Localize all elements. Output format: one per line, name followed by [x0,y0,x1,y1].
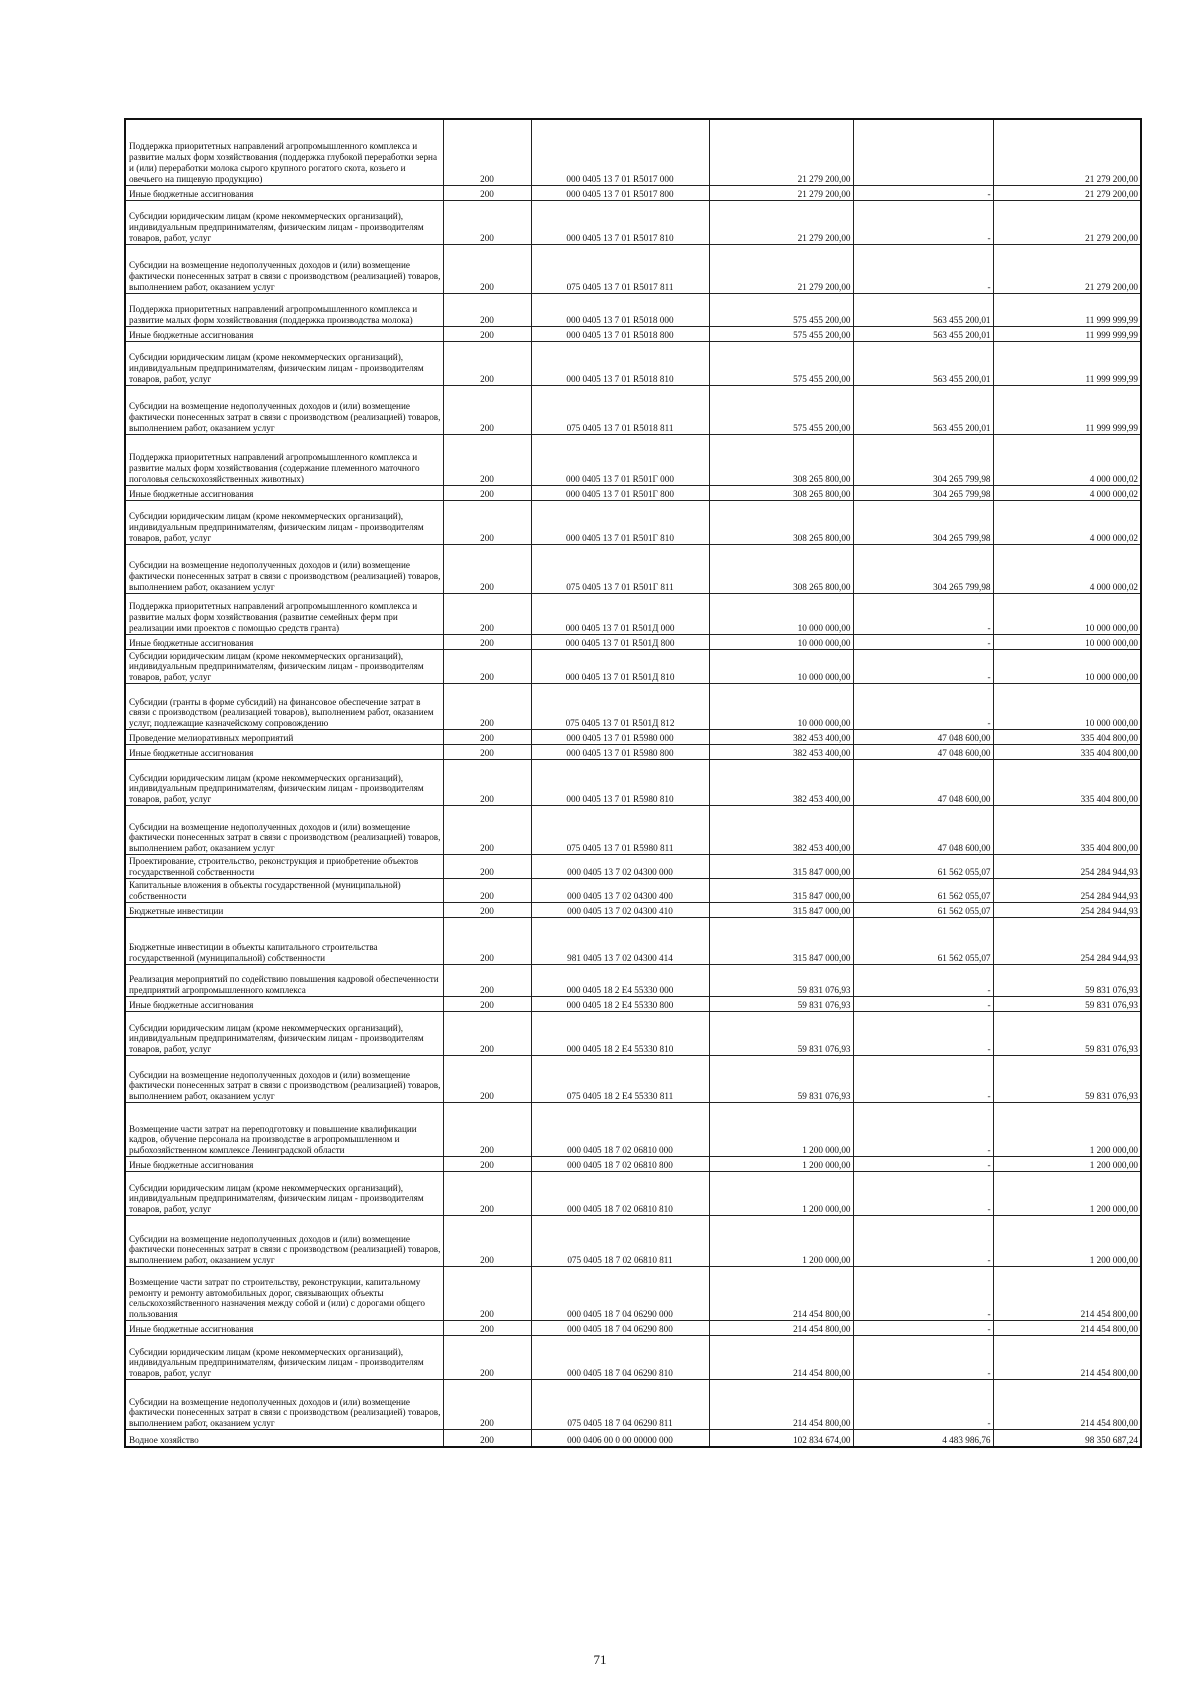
row-code: 200 [443,434,531,485]
row-executed-amount: 563 455 200,01 [853,293,993,326]
row-executed-amount: 304 265 799,98 [853,485,993,500]
table-row [125,760,1141,806]
row-classification-code: 000 0405 13 7 01 R5980 000 [531,730,709,745]
row-approved-amount: 308 265 800,00 [709,485,853,500]
table-row [125,684,1141,730]
row-code: 200 [443,293,531,326]
row-code: 200 [443,855,531,879]
row-remaining-amount: 59 831 076,93 [993,1012,1141,1056]
row-executed-amount: - [853,1056,993,1103]
table-row [125,434,1141,485]
row-remaining-amount: 214 454 800,00 [993,1336,1141,1380]
row-executed-amount: - [853,1336,993,1380]
row-code: 200 [443,997,531,1012]
row-name: Субсидии на возмещение недополученных доходов и (или) возмещение фактически понесенных затрат в связи с производством (реализацией) товаров, выполнением работ, оказанием услуг [125,244,443,293]
table-row [125,903,1141,918]
row-executed-amount: 563 455 200,01 [853,341,993,385]
row-code: 200 [443,1172,531,1216]
row-remaining-amount: 254 284 944,93 [993,879,1141,903]
row-code: 200 [443,544,531,593]
row-classification-code: 000 0405 18 7 04 06290 800 [531,1321,709,1336]
row-classification-code: 000 0405 13 7 01 R501Г 000 [531,434,709,485]
row-approved-amount: 1 200 000,00 [709,1172,853,1216]
row-code: 200 [443,1321,531,1336]
table-row [125,997,1141,1012]
row-classification-code: 000 0405 18 2 Е4 55330 800 [531,997,709,1012]
row-name: Иные бюджетные ассигнования [125,326,443,341]
row-remaining-amount: 4 000 000,02 [993,485,1141,500]
row-executed-amount: - [853,185,993,200]
row-executed-amount: 61 562 055,07 [853,903,993,918]
row-classification-code: 000 0405 13 7 01 R501Г 800 [531,485,709,500]
table-row [125,1216,1141,1267]
row-classification-code: 000 0405 13 7 01 R5017 810 [531,200,709,244]
row-code: 200 [443,1267,531,1321]
row-remaining-amount: 254 284 944,93 [993,855,1141,879]
row-approved-amount: 21 279 200,00 [709,244,853,293]
row-classification-code: 000 0405 18 7 02 06810 800 [531,1157,709,1172]
row-classification-code: 000 0405 13 7 02 04300 000 [531,855,709,879]
row-code: 200 [443,879,531,903]
row-classification-code: 075 0405 13 7 01 R5980 811 [531,806,709,855]
row-approved-amount: 575 455 200,00 [709,341,853,385]
row-code: 200 [443,684,531,730]
row-name: Водное хозяйство [125,1430,443,1447]
row-name: Субсидии юридическим лицам (кроме некоммерческих организаций), индивидуальным предпринимателям, физическим лицам - производителям товаров, работ, услуг [125,500,443,544]
row-name: Возмещение части затрат по строительству, реконструкции, капитальному ремонту и ремонту автомобильных дорог, связывающих объекты сельскохозяйственного назначения между собой и (или) с дорогами общего пользования [125,1267,443,1321]
row-approved-amount: 575 455 200,00 [709,293,853,326]
row-classification-code: 000 0405 18 7 04 06290 810 [531,1336,709,1380]
row-approved-amount: 10 000 000,00 [709,684,853,730]
table-row [125,806,1141,855]
row-code: 200 [443,1103,531,1157]
row-approved-amount: 315 847 000,00 [709,855,853,879]
table-row [125,634,1141,649]
row-remaining-amount: 11 999 999,99 [993,385,1141,434]
row-classification-code: 000 0405 13 7 01 R5980 800 [531,745,709,760]
table-row [125,385,1141,434]
row-executed-amount: - [853,1012,993,1056]
row-name: Иные бюджетные ассигнования [125,634,443,649]
table-row [125,730,1141,745]
row-code: 200 [443,119,531,185]
row-remaining-amount: 335 404 800,00 [993,760,1141,806]
row-name: Субсидии юридическим лицам (кроме некоммерческих организаций), индивидуальным предпринимателям, физическим лицам - производителям товаров, работ, услуг [125,649,443,684]
row-approved-amount: 315 847 000,00 [709,903,853,918]
row-executed-amount: 47 048 600,00 [853,745,993,760]
row-name: Поддержка приоритетных направлений агропромышленного комплекса и развитие малых форм хозяйствования (развитие семейных ферм при реализации ими проектов с помощью средств гранта) [125,593,443,634]
row-approved-amount: 102 834 674,00 [709,1430,853,1447]
row-remaining-amount: 254 284 944,93 [993,903,1141,918]
row-approved-amount: 59 831 076,93 [709,1056,853,1103]
row-classification-code: 000 0405 13 7 01 R501Д 000 [531,593,709,634]
row-code: 200 [443,903,531,918]
row-remaining-amount: 11 999 999,99 [993,293,1141,326]
table-row [125,1321,1141,1336]
row-name: Иные бюджетные ассигнования [125,997,443,1012]
row-code: 200 [443,326,531,341]
row-remaining-amount: 4 000 000,02 [993,434,1141,485]
row-executed-amount: 47 048 600,00 [853,806,993,855]
row-code: 200 [443,649,531,684]
row-code: 200 [443,593,531,634]
row-remaining-amount: 59 831 076,93 [993,997,1141,1012]
row-code: 200 [443,634,531,649]
table-row [125,244,1141,293]
row-approved-amount: 214 454 800,00 [709,1336,853,1380]
row-name: Субсидии (гранты в форме субсидий) на финансовое обеспечение затрат в связи с производством (реализацией товаров), выполнением работ, оказанием услуг, подлежащие казначейскому сопровождению [125,684,443,730]
row-classification-code: 000 0405 13 7 01 R5018 000 [531,293,709,326]
row-name: Иные бюджетные ассигнования [125,745,443,760]
row-remaining-amount: 59 831 076,93 [993,1056,1141,1103]
row-code: 200 [443,200,531,244]
row-name: Субсидии юридическим лицам (кроме некоммерческих организаций), индивидуальным предпринимателям, физическим лицам - производителям товаров, работ, услуг [125,760,443,806]
row-approved-amount: 59 831 076,93 [709,965,853,997]
row-name: Иные бюджетные ассигнования [125,185,443,200]
table-row [125,119,1141,185]
row-classification-code: 000 0405 13 7 01 R5017 000 [531,119,709,185]
row-approved-amount: 214 454 800,00 [709,1267,853,1321]
row-executed-amount: 563 455 200,01 [853,385,993,434]
row-approved-amount: 21 279 200,00 [709,200,853,244]
row-classification-code: 000 0406 00 0 00 00000 000 [531,1430,709,1447]
row-code: 200 [443,185,531,200]
row-executed-amount: 304 265 799,98 [853,500,993,544]
row-classification-code: 000 0405 13 7 01 R5018 800 [531,326,709,341]
row-approved-amount: 308 265 800,00 [709,434,853,485]
row-approved-amount: 59 831 076,93 [709,1012,853,1056]
row-code: 200 [443,1430,531,1447]
row-code: 200 [443,1056,531,1103]
row-remaining-amount: 4 000 000,02 [993,500,1141,544]
table-row [125,1056,1141,1103]
row-remaining-amount: 335 404 800,00 [993,806,1141,855]
row-remaining-amount: 10 000 000,00 [993,649,1141,684]
row-executed-amount: 304 265 799,98 [853,544,993,593]
row-name: Субсидии юридическим лицам (кроме некоммерческих организаций), индивидуальным предпринимателям, физическим лицам - производителям товаров, работ, услуг [125,1012,443,1056]
row-code: 200 [443,745,531,760]
row-approved-amount: 1 200 000,00 [709,1216,853,1267]
row-remaining-amount: 1 200 000,00 [993,1103,1141,1157]
row-approved-amount: 1 200 000,00 [709,1157,853,1172]
table-row [125,326,1141,341]
row-classification-code: 981 0405 13 7 02 04300 414 [531,918,709,965]
row-executed-amount: - [853,965,993,997]
table-row [125,500,1141,544]
row-name: Субсидии на возмещение недополученных доходов и (или) возмещение фактически понесенных затрат в связи с производством (реализацией) товаров, выполнением работ, оказанием услуг [125,544,443,593]
row-classification-code: 075 0405 18 7 04 06290 811 [531,1380,709,1430]
row-approved-amount: 10 000 000,00 [709,649,853,684]
table-row [125,1267,1141,1321]
table-row [125,1103,1141,1157]
row-remaining-amount: 21 279 200,00 [993,244,1141,293]
row-executed-amount: 47 048 600,00 [853,730,993,745]
row-name: Бюджетные инвестиции в объекты капитального строительства государственной (муниципальной) собственности [125,918,443,965]
row-name: Поддержка приоритетных направлений агропромышленного комплекса и развитие малых форм хозяйствования (поддержка глубокой переработки зерна и (или) переработки молока сырого крупного рогатого скота, козьего и овечьего на пищевую продукцию) [125,119,443,185]
row-approved-amount: 308 265 800,00 [709,544,853,593]
row-approved-amount: 21 279 200,00 [709,185,853,200]
row-code: 200 [443,341,531,385]
table-row [125,879,1141,903]
table-row [125,745,1141,760]
row-approved-amount: 382 453 400,00 [709,745,853,760]
row-remaining-amount: 1 200 000,00 [993,1216,1141,1267]
table-row [125,341,1141,385]
row-remaining-amount: 21 279 200,00 [993,200,1141,244]
row-name: Субсидии на возмещение недополученных доходов и (или) возмещение фактически понесенных затрат в связи с производством (реализацией) товаров, выполнением работ, оказанием услуг [125,1380,443,1430]
row-approved-amount: 308 265 800,00 [709,500,853,544]
row-remaining-amount: 1 200 000,00 [993,1157,1141,1172]
row-name: Субсидии юридическим лицам (кроме некоммерческих организаций), индивидуальным предпринимателям, физическим лицам - производителям товаров, работ, услуг [125,1172,443,1216]
table-row [125,918,1141,965]
row-classification-code: 000 0405 18 2 Е4 55330 810 [531,1012,709,1056]
table-row [125,1336,1141,1380]
row-name: Субсидии юридическим лицам (кроме некоммерческих организаций), индивидуальным предпринимателям, физическим лицам - производителям товаров, работ, услуг [125,341,443,385]
table-row [125,965,1141,997]
row-classification-code: 000 0405 13 7 01 R501Д 800 [531,634,709,649]
row-code: 200 [443,965,531,997]
table-row [125,185,1141,200]
row-executed-amount: - [853,634,993,649]
row-code: 200 [443,806,531,855]
row-approved-amount: 1 200 000,00 [709,1103,853,1157]
table-row [125,485,1141,500]
row-remaining-amount: 10 000 000,00 [993,634,1141,649]
row-executed-amount: - [853,1321,993,1336]
row-executed-amount: - [853,244,993,293]
row-classification-code: 000 0405 18 7 04 06290 000 [531,1267,709,1321]
row-code: 200 [443,1336,531,1380]
row-approved-amount: 382 453 400,00 [709,806,853,855]
row-approved-amount: 21 279 200,00 [709,119,853,185]
row-executed-amount: 61 562 055,07 [853,918,993,965]
table-row [125,1430,1141,1447]
row-classification-code: 000 0405 18 2 Е4 55330 000 [531,965,709,997]
row-approved-amount: 575 455 200,00 [709,326,853,341]
row-approved-amount: 315 847 000,00 [709,918,853,965]
row-approved-amount: 382 453 400,00 [709,760,853,806]
row-classification-code: 075 0405 18 2 Е4 55330 811 [531,1056,709,1103]
row-executed-amount: - [853,1157,993,1172]
row-executed-amount: - [853,684,993,730]
row-executed-amount [853,119,993,185]
row-code: 200 [443,500,531,544]
row-executed-amount: 61 562 055,07 [853,855,993,879]
table-row [125,593,1141,634]
row-name: Возмещение части затрат на переподготовку и повышение квалификации кадров, обучение персонала на производстве в агропромышленном и рыбохозяйственном комплексе Ленинградской области [125,1103,443,1157]
row-remaining-amount: 10 000 000,00 [993,593,1141,634]
table-row [125,855,1141,879]
row-executed-amount: 563 455 200,01 [853,326,993,341]
row-classification-code: 000 0405 13 7 02 04300 410 [531,903,709,918]
row-name: Бюджетные инвестиции [125,903,443,918]
row-code: 200 [443,1012,531,1056]
row-classification-code: 075 0405 13 7 01 R501Г 811 [531,544,709,593]
row-remaining-amount: 21 279 200,00 [993,119,1141,185]
row-remaining-amount: 4 000 000,02 [993,544,1141,593]
row-executed-amount: - [853,997,993,1012]
row-executed-amount: - [853,1103,993,1157]
row-name: Иные бюджетные ассигнования [125,1157,443,1172]
row-code: 200 [443,1380,531,1430]
row-executed-amount: - [853,200,993,244]
row-name: Субсидии на возмещение недополученных доходов и (или) возмещение фактически понесенных затрат в связи с производством (реализацией) товаров, выполнением работ, оказанием услуг [125,385,443,434]
row-classification-code: 000 0405 18 7 02 06810 000 [531,1103,709,1157]
row-classification-code: 075 0405 13 7 01 R5018 811 [531,385,709,434]
row-executed-amount: - [853,593,993,634]
table-body [125,119,1141,1447]
row-name: Капитальные вложения в объекты государственной (муниципальной) собственности [125,879,443,903]
row-code: 200 [443,485,531,500]
row-executed-amount: - [853,1267,993,1321]
row-name: Иные бюджетные ассигнования [125,485,443,500]
row-remaining-amount: 335 404 800,00 [993,730,1141,745]
row-remaining-amount: 1 200 000,00 [993,1172,1141,1216]
row-approved-amount: 214 454 800,00 [709,1380,853,1430]
row-name: Субсидии юридическим лицам (кроме некоммерческих организаций), индивидуальным предпринимателям, физическим лицам - производителям товаров, работ, услуг [125,200,443,244]
row-approved-amount: 575 455 200,00 [709,385,853,434]
row-classification-code: 075 0405 13 7 01 R5017 811 [531,244,709,293]
row-code: 200 [443,244,531,293]
row-classification-code: 075 0405 18 7 02 06810 811 [531,1216,709,1267]
budget-execution-table [124,118,1142,1448]
row-name: Субсидии на возмещение недополученных доходов и (или) возмещение фактически понесенных затрат в связи с производством (реализацией) товаров, выполнением работ, оказанием услуг [125,1216,443,1267]
row-code: 200 [443,918,531,965]
row-remaining-amount: 335 404 800,00 [993,745,1141,760]
page-number: 71 [593,1652,607,1667]
row-executed-amount: - [853,1172,993,1216]
row-remaining-amount: 214 454 800,00 [993,1380,1141,1430]
row-classification-code: 000 0405 13 7 01 R5980 810 [531,760,709,806]
row-classification-code: 000 0405 13 7 01 R501Г 810 [531,500,709,544]
row-name: Проведение мелиоративных мероприятий [125,730,443,745]
table-row [125,544,1141,593]
row-classification-code: 000 0405 13 7 01 R501Д 810 [531,649,709,684]
table-row [125,293,1141,326]
table-row [125,1157,1141,1172]
row-approved-amount: 10 000 000,00 [709,593,853,634]
row-remaining-amount: 98 350 687,24 [993,1430,1141,1447]
row-remaining-amount: 254 284 944,93 [993,918,1141,965]
row-approved-amount: 214 454 800,00 [709,1321,853,1336]
row-remaining-amount: 59 831 076,93 [993,965,1141,997]
row-executed-amount: 4 483 986,76 [853,1430,993,1447]
row-code: 200 [443,730,531,745]
row-remaining-amount: 21 279 200,00 [993,185,1141,200]
row-approved-amount: 10 000 000,00 [709,634,853,649]
row-name: Субсидии на возмещение недополученных доходов и (или) возмещение фактически понесенных затрат в связи с производством (реализацией) товаров, выполнением работ, оказанием услуг [125,806,443,855]
row-remaining-amount: 11 999 999,99 [993,326,1141,341]
row-name: Проектирование, строительство, реконструкция и приобретение объектов государственной собственности [125,855,443,879]
row-classification-code: 000 0405 13 7 01 R5017 800 [531,185,709,200]
row-classification-code: 000 0405 18 7 02 06810 810 [531,1172,709,1216]
row-executed-amount: 304 265 799,98 [853,434,993,485]
row-name: Субсидии на возмещение недополученных доходов и (или) возмещение фактически понесенных затрат в связи с производством (реализацией) товаров, выполнением работ, оказанием услуг [125,1056,443,1103]
row-executed-amount: 61 562 055,07 [853,879,993,903]
row-approved-amount: 59 831 076,93 [709,997,853,1012]
table-row [125,1172,1141,1216]
row-remaining-amount: 11 999 999,99 [993,341,1141,385]
row-executed-amount: - [853,1216,993,1267]
row-name: Поддержка приоритетных направлений агропромышленного комплекса и развитие малых форм хозяйствования (поддержка производства молока) [125,293,443,326]
row-executed-amount: 47 048 600,00 [853,760,993,806]
table-row [125,649,1141,684]
table-row [125,1380,1141,1430]
row-classification-code: 000 0405 13 7 01 R5018 810 [531,341,709,385]
row-code: 200 [443,760,531,806]
row-approved-amount: 315 847 000,00 [709,879,853,903]
table-row [125,200,1141,244]
row-remaining-amount: 214 454 800,00 [993,1321,1141,1336]
row-name: Иные бюджетные ассигнования [125,1321,443,1336]
row-code: 200 [443,1216,531,1267]
row-remaining-amount: 214 454 800,00 [993,1267,1141,1321]
row-executed-amount: - [853,649,993,684]
row-name: Реализация мероприятий по содействию повышения кадровой обеспеченности предприятий агропромышленного комплекса [125,965,443,997]
table-row [125,1012,1141,1056]
row-approved-amount: 382 453 400,00 [709,730,853,745]
row-name: Субсидии юридическим лицам (кроме некоммерческих организаций), индивидуальным предпринимателям, физическим лицам - производителям товаров, работ, услуг [125,1336,443,1380]
row-classification-code: 000 0405 13 7 02 04300 400 [531,879,709,903]
row-remaining-amount: 10 000 000,00 [993,684,1141,730]
row-name: Поддержка приоритетных направлений агропромышленного комплекса и развитие малых форм хозяйствования (содержание племенного маточного поголовья сельскохозяйственных животных) [125,434,443,485]
row-executed-amount: - [853,1380,993,1430]
row-code: 200 [443,1157,531,1172]
row-classification-code: 075 0405 13 7 01 R501Д 812 [531,684,709,730]
row-code: 200 [443,385,531,434]
